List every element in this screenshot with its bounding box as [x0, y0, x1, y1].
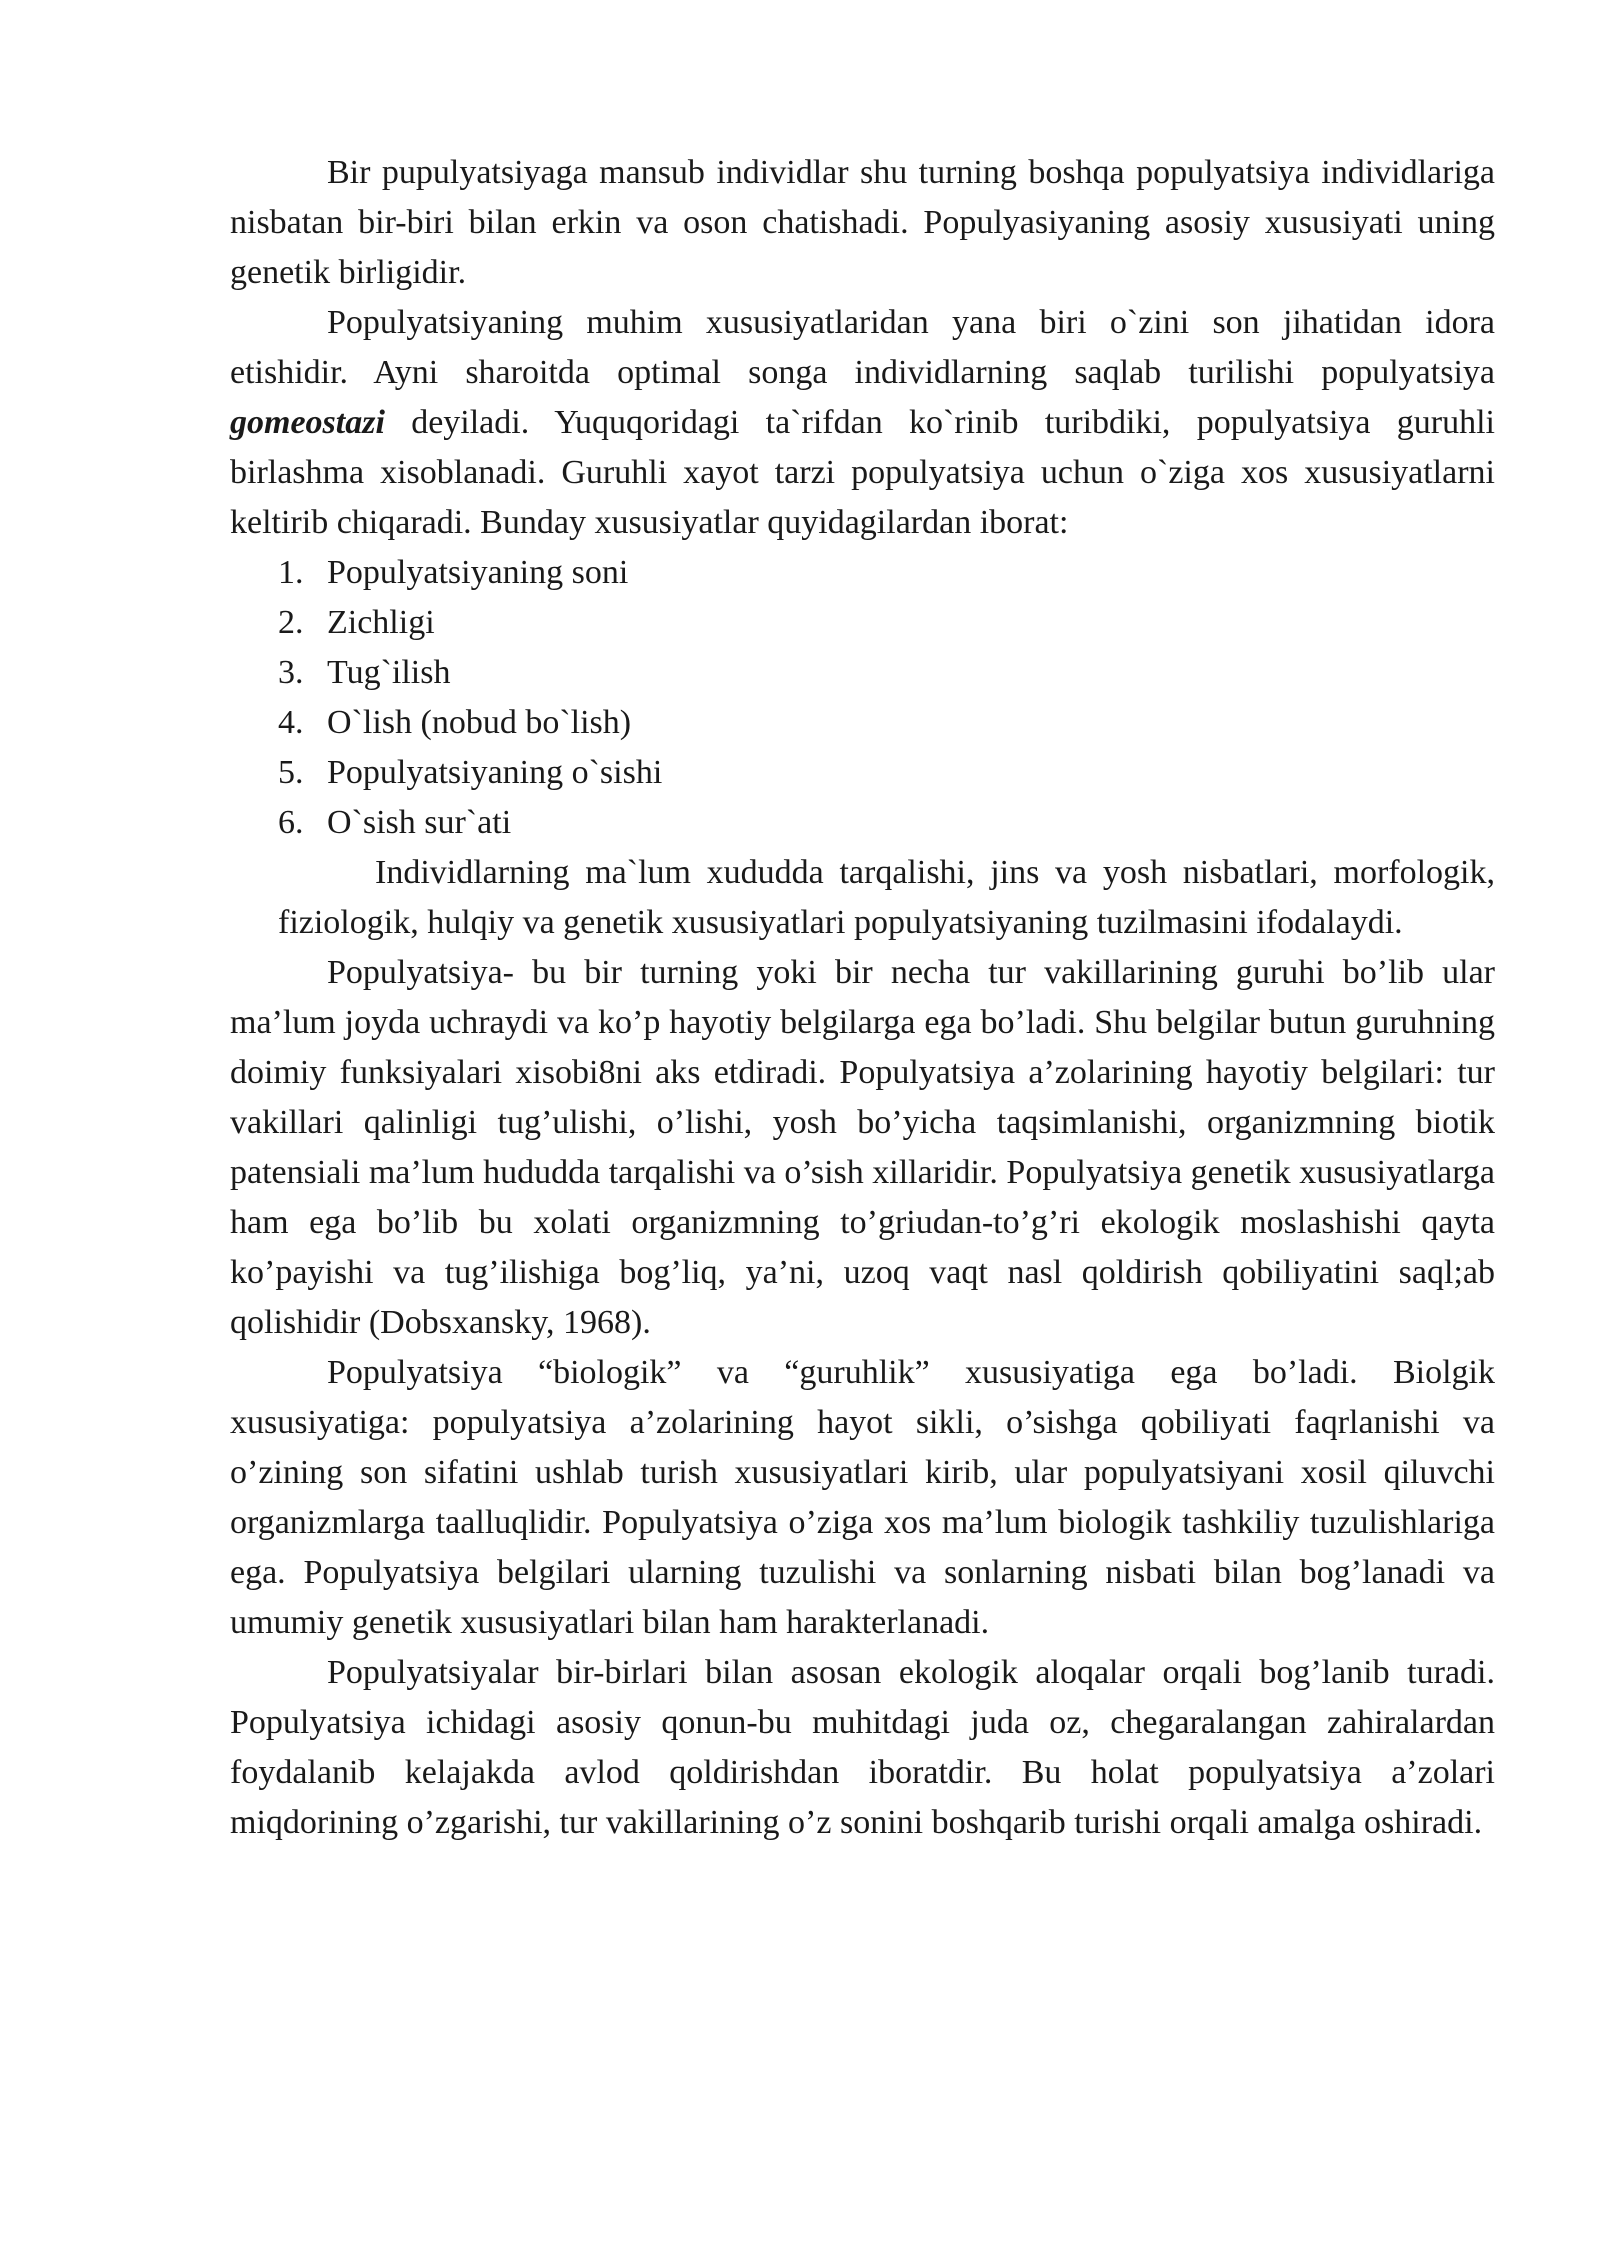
paragraph-5: Populyatsiya “biologik” va “guruhlik” xususiyatiga ega bo’ladi. Biolgik xususiyatiga: populyatsiya a’zolarining hayot sikli, o’sishga qobiliyati faqrlanishi va o’zining son sifatini ushlab turish xususiyatlari kirib, ular populyatsiyani xosil qiluvchi organizmlarga taalluqlidir. Populyatsiya o’ziga xos ma’lum biologik tashkiliy tuzulishlariga ega. Populyatsiya belgilari ularning tuzulishi va sonlarning nisbati bilan bog’lanadi va umumiy genetik xususiyatlari bilan ham harakterlanadi. [230, 1354, 1495, 1641]
list-item-number: 4. [278, 704, 304, 741]
list-item-text: O`lish (nobud bo`lish) [327, 704, 632, 741]
paragraph-2-end: deyiladi. Yuquqoridagi ta`rifdan ko`rinib turibdiki, populyatsiya guruhli birlashma xisoblanadi. Guruhli xayot tarzi populyatsiya uchun o`ziga xos xususiyatlarni keltirib chiqaradi. Bunday xususiyatlar quyidagilardan iborat: [230, 404, 1495, 541]
paragraph-4: Populyatsiya- bu bir turning yoki bir necha tur vakillarining guruhi bo’lib ular ma’lum joyda uchraydi va ko’p hayotiy belgilarga ega bo’ladi. Shu belgilar butun guruhning doimiy funksiyalari xisobi8ni aks etdiradi. Populyatsiya a’zolarining hayotiy belgilari: tur vakillari qalinligi tug’ulishi, o’lishi, yosh bo’yicha taqsimlanishi, organizmning biotik patensiali ma’lum hududda tarqalishi va o’sish xillaridir. Populyatsiya genetik xususiyatlarga ham ega bo’lib bu xolati organizmning to’griudan-to’g’ri ekologik moslashishi qayta ko’payishi va tug’ilishiga bog’liq, ya’ni, uzoq vaqt nasl qoldirish qobiliyatini saql;ab qolishidir (Dobsxansky, 1968). [230, 954, 1495, 1341]
list-item [278, 598, 1495, 648]
paragraph-6: Populyatsiyalar bir-birlari bilan asosan ekologik aloqalar orqali bog’lanib turadi. Populyatsiya ichidagi asosiy qonun-bu muhitdagi juda oz, chegaralangan zahiralardan foydalanib kelajakda avlod qoldirishdan iboratdir. Bu holat populyatsiya a’zolari miqdorining o’zgarishi, tur vakillarining o’z sonini boshqarib turishi orqali amalga oshiradi. [230, 1654, 1495, 1841]
list-item-number: 5. [278, 754, 304, 791]
list-item-number: 3. [278, 654, 304, 691]
list-item-text: Zichligi [327, 604, 435, 641]
list-item-text: Tug`ilish [327, 654, 451, 691]
list-item-text: O`sish sur`ati [327, 804, 512, 841]
properties-list [230, 548, 1495, 848]
term-gomeostazi: gomeostazi [230, 404, 385, 441]
paragraph-1: Bir pupulyatsiyaga mansub individlar shu turning boshqa populyatsiya individlariga nisbatan bir-biri bilan erkin va oson chatishadi. Populyasiyaning asosiy xususiyati uning genetik birligidir. [230, 154, 1495, 291]
list-item [278, 798, 1495, 848]
paragraph-3: Individlarning ma`lum xududda tarqalishi, jins va yosh nisbatlari, morfologik, fiziologik, hulqiy va genetik xususiyatlari populyatsiyaning tuzilmasini ifodalaydi. [278, 854, 1495, 941]
list-item [278, 698, 1495, 748]
list-item-number: 6. [278, 804, 304, 841]
list-item [278, 648, 1495, 698]
list-item-text: Populyatsiyaning o`sishi [327, 754, 663, 791]
list-item-text: Populyatsiyaning soni [327, 554, 629, 591]
list-item-number: 1. [278, 554, 304, 591]
paragraph-2 [230, 298, 1495, 548]
paragraph-2-start: Populyatsiyaning muhim xususiyatlaridan yana biri o`zini son jihatidan idora etishidir. Ayni sharoitda optimal songa individlarning saqlab turilishi populyatsiya [230, 304, 1495, 391]
list-item [278, 748, 1495, 798]
list-item [278, 548, 1495, 598]
list-item-number: 2. [278, 604, 304, 641]
document-page [230, 148, 1495, 1848]
